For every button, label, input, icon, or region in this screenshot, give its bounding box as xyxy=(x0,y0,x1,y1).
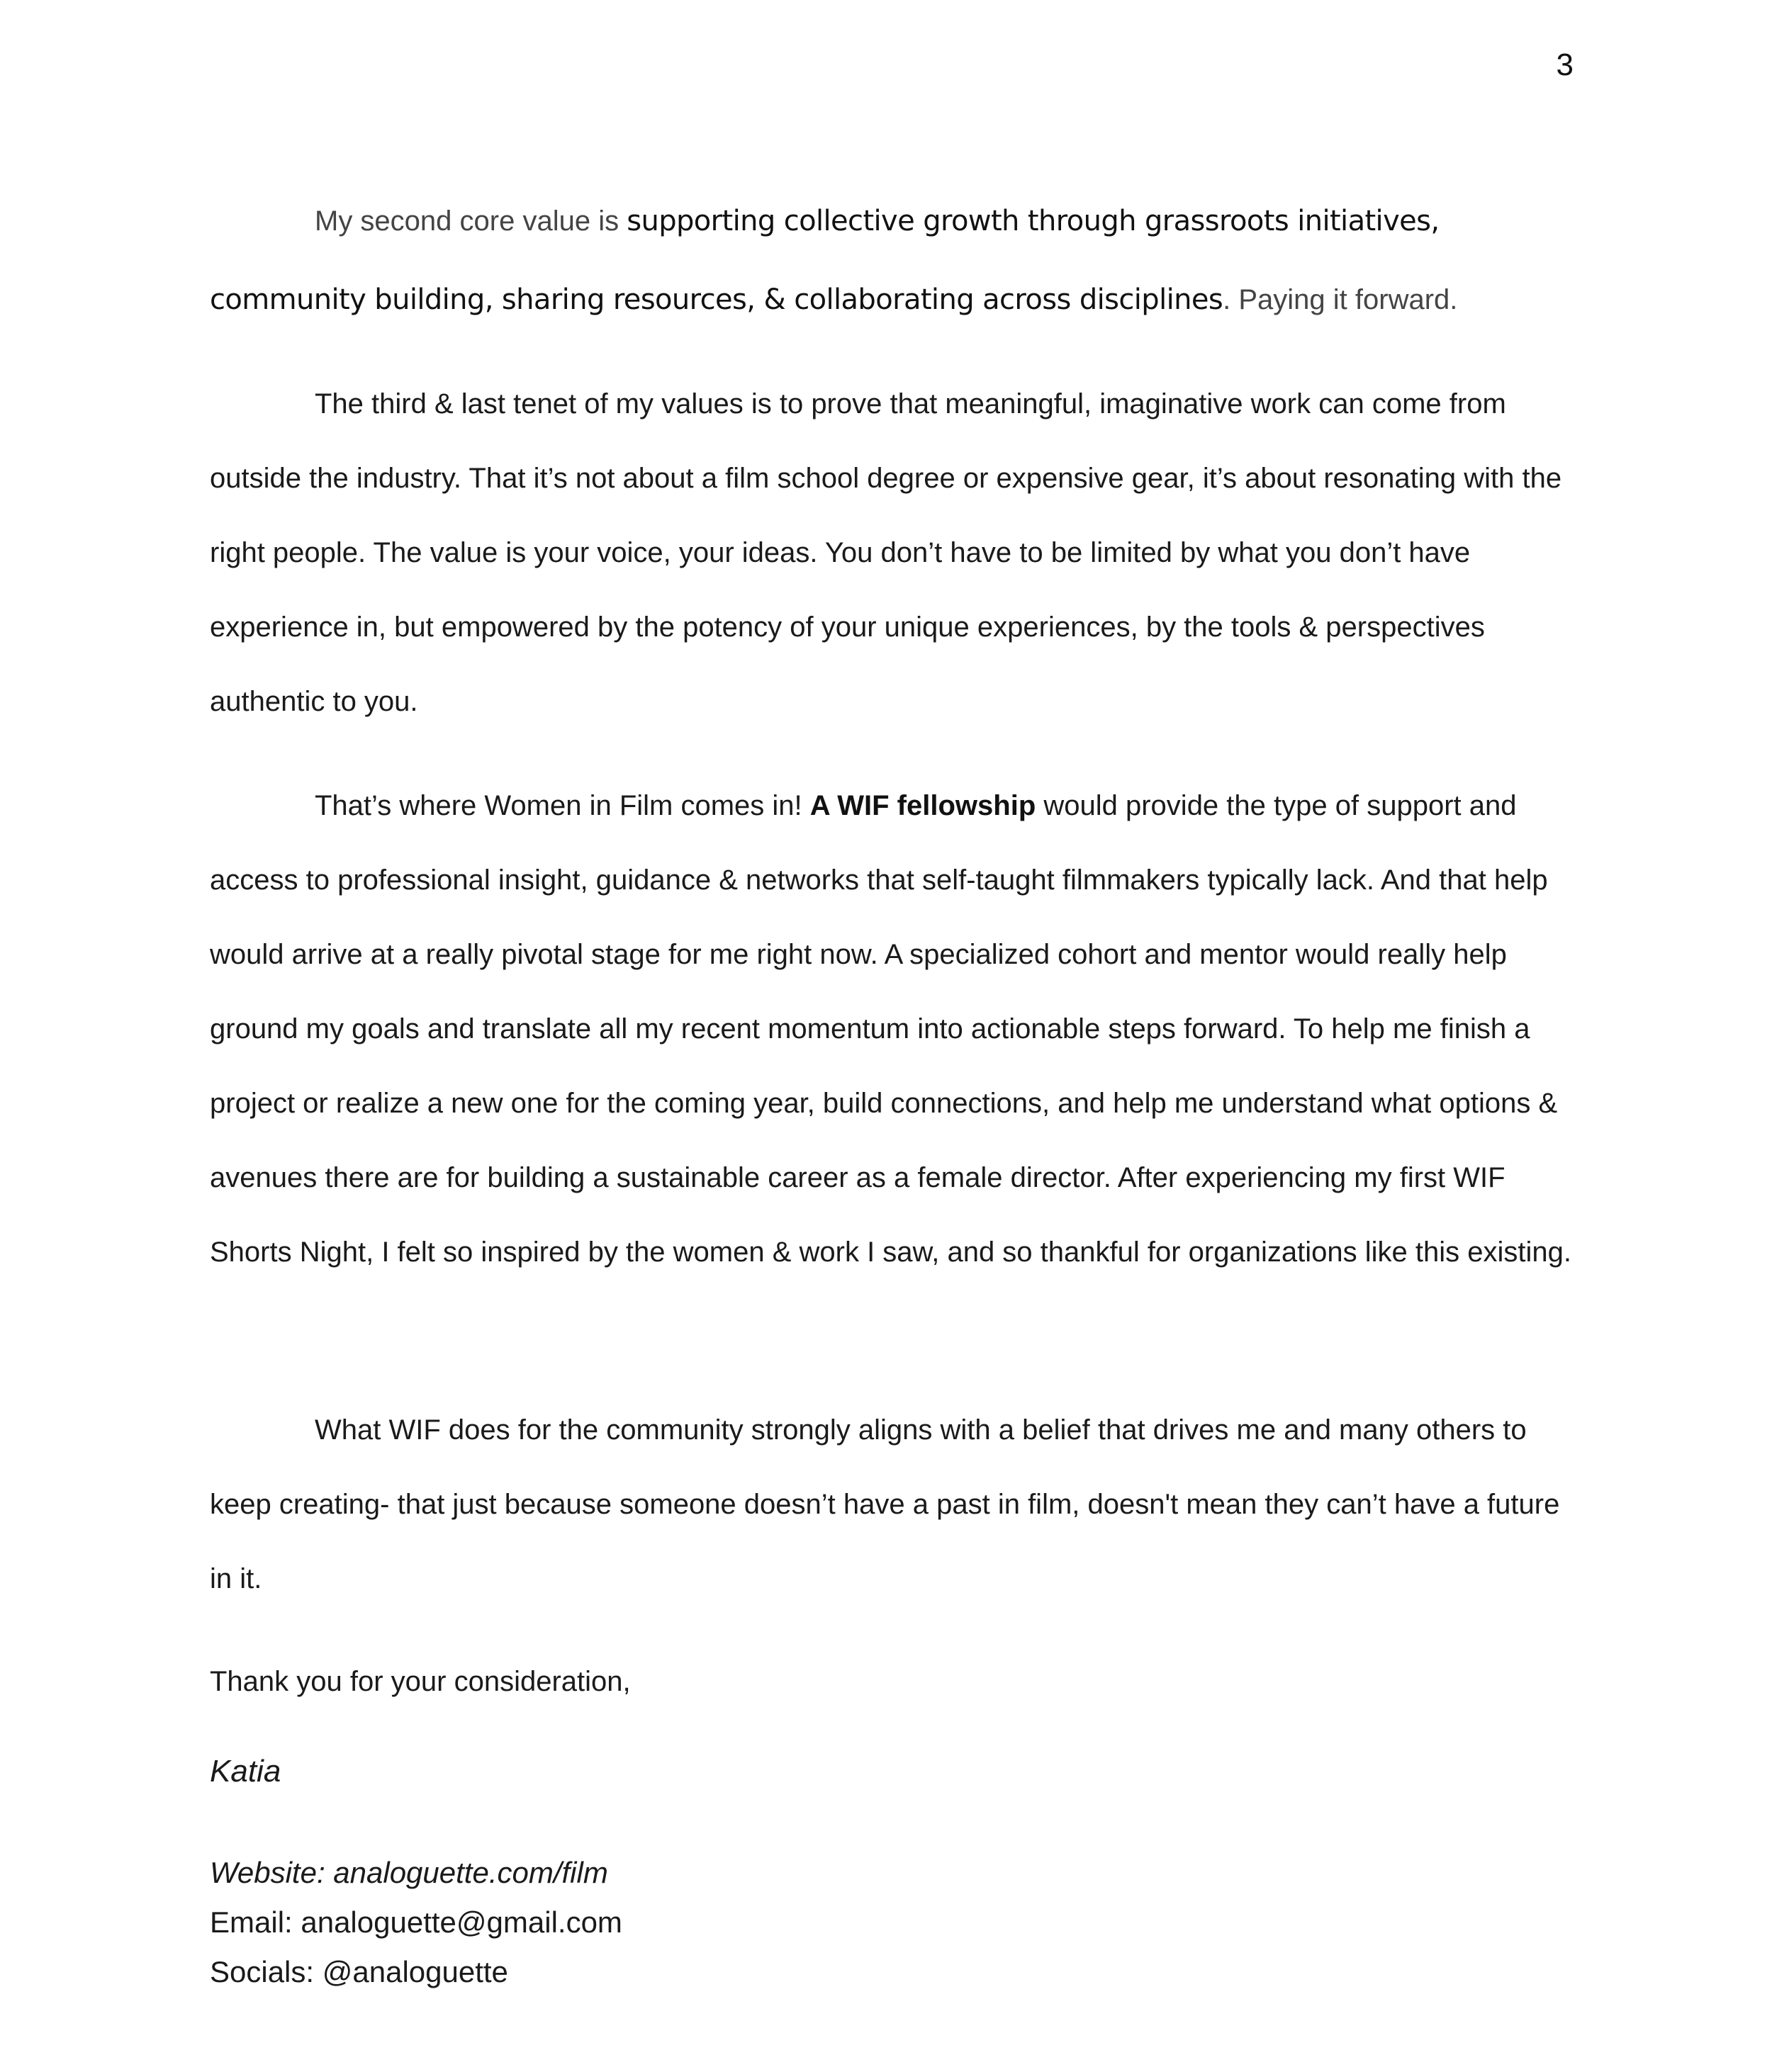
paragraph-lead-text: My second core value is xyxy=(315,205,627,237)
paragraph-tail-text: would provide the type of support and access to professional insight, guidance & networks that self-taught filmmakers typically lack. And that help would arrive at a really pivotal stage for me right now. A specialized cohort and mentor would really help ground my goals and translate all my recent momentum into actionable steps forward. To help me finish a project or realize a new one for the coming year, build connections, and help me understand what options & avenues there are for building a sustainable career as a female director. After experiencing my first WIF Shorts Night, I felt so inspired by the women & work I saw, and so thankful for organizations like this existing. xyxy=(210,790,1571,1268)
paragraph-third-tenet: The third & last tenet of my values is to prove that meaningful, imaginative work can come from outside the industry. That it’s not about a film school degree or expensive gear, it’s about resonating with the right people. The value is your voice, your ideas. You don’t have to be limited by what you don’t have experience in, but empowered by the potency of your unique experiences, by the tools & perspectives authentic to you. xyxy=(210,388,1562,717)
paragraph-tail-text: . Paying it forward. xyxy=(1223,284,1458,315)
paragraph-emphasis-text: supporting collective growth through grassroots initiatives, community building, sharing resources, & collaborating across disciplines xyxy=(210,205,1440,316)
paragraph-wif-fellowship xyxy=(210,769,1583,1290)
contact-block xyxy=(210,1848,622,1997)
page-number: 3 xyxy=(1556,47,1574,82)
paragraph-bold-text: A WIF fellowship xyxy=(809,790,1036,821)
paragraph-community-belief: What WIF does for the community strongly aligns with a belief that drives me and many others to keep creating- that just because someone doesn’t have a past in film, doesn't mean they can’t have a future in it. xyxy=(210,1414,1560,1594)
paragraph-core-value xyxy=(210,182,1583,339)
paragraph-lead-text: That’s where Women in Film comes in! xyxy=(315,790,810,821)
contact-socials: Socials: @analoguette xyxy=(210,1955,508,1988)
contact-email: Email: analoguette@gmail.com xyxy=(210,1905,622,1939)
contact-website: Website: analoguette.com/film xyxy=(210,1856,608,1889)
signature: Katia xyxy=(210,1754,281,1789)
closing-line: Thank you for your consideration, xyxy=(210,1666,631,1697)
